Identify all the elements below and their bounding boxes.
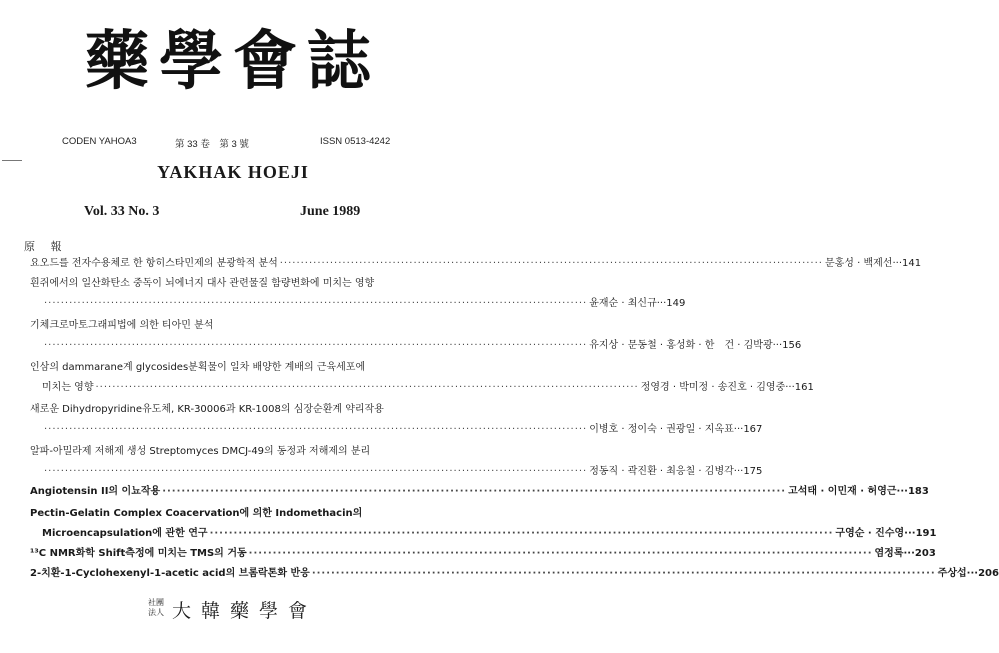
toc-authors: 정동직 · 곽진환 · 최응칠 · 김병각 xyxy=(589,466,734,477)
dot-leader xyxy=(44,424,587,435)
toc-page: 183 xyxy=(907,486,929,497)
toc-authors: 정영경 · 박미정 · 송진호 · 김영중 xyxy=(640,382,786,393)
toc-entry[interactable] xyxy=(30,504,442,522)
toc-title: Pectin-Gelatin Complex Coacervation에 의한 Indomethacin의 xyxy=(30,508,363,519)
toc-authors: 윤재순 · 최신규 xyxy=(589,298,657,309)
toc-entry-continued[interactable]: 미치는 영향 ····· 정영경 · 박미정 · 송진호 · 김영중 ··· 161 xyxy=(42,378,442,396)
toc-title: 인삼의 dammarane계 glycosides분획물이 일차 배양한 계배의 근육세포에 xyxy=(30,362,366,373)
dot-leader xyxy=(44,466,587,477)
toc-title: Angiotensin II의 이뇨작용 xyxy=(30,486,161,497)
publisher-footer xyxy=(0,596,466,626)
toc-entry-continued[interactable]: Microencapsulation에 관한 연구 ····· 구영순 · 진수영 ··· 191 xyxy=(42,524,442,542)
coden: CODEN YAHOA3 xyxy=(62,136,137,147)
toc-page: 161 xyxy=(794,382,814,393)
dot-leader xyxy=(162,486,786,497)
issue-date: June 1989 xyxy=(300,204,361,219)
dot-leader xyxy=(312,568,936,579)
toc-entry[interactable] xyxy=(30,400,442,418)
toc-authors: 염정록 xyxy=(874,548,904,559)
masthead-title: 藥學會誌 xyxy=(85,24,381,99)
toc-authors: 구영순 · 진수영 xyxy=(835,528,905,539)
toc-entry[interactable]: Angiotensin II의 이뇨작용 ····· 고석태 · 이민재 · 허영근 ··· 183 xyxy=(30,482,442,500)
toc-title: 2-치환-1-Cyclohexenyl-1-acetic acid의 브롬락톤화 반응 xyxy=(30,568,310,579)
toc-page: 141 xyxy=(902,258,922,269)
toc-authors: 이병호 · 정이숙 · 권광일 · 지옥표 xyxy=(589,424,734,435)
toc-entry-continued[interactable]: ····· 유지상 · 문동철 · 홍성화 · 한 건 · 김박광 ··· 156 xyxy=(42,336,442,354)
toc-page: 167 xyxy=(743,424,763,435)
toc-title: 새로운 Dihydropyridine유도체, KR-30006과 KR-1008의 심장순환계 약리작용 xyxy=(30,404,384,415)
dot-leader xyxy=(95,382,638,393)
margin-mark xyxy=(2,160,22,161)
journal-name: YAKHAK HOEJI xyxy=(157,162,309,182)
volume-issue-korean: 第 33 卷 第 3 號 xyxy=(175,139,249,150)
toc-page: 191 xyxy=(915,528,937,539)
toc-title: 요오드를 전자수용체로 한 항히스타민제의 분광학적 분석 xyxy=(30,258,278,269)
toc-title: 흰쥐에서의 일산화탄소 중독이 뇌에너지 대사 관련물질 함량변화에 미치는 영향 xyxy=(30,278,375,289)
corporate-status: 社團 法人 xyxy=(148,598,164,617)
toc-page: 206 xyxy=(978,568,999,579)
society-name: 大韓藥學會 xyxy=(172,600,318,622)
toc-authors: 유지상 · 문동철 · 홍성화 · 한 건 · 김박광 xyxy=(589,340,773,351)
dot-leader xyxy=(44,340,587,351)
dot-leader xyxy=(210,528,834,539)
toc-authors: 주상섭 xyxy=(937,568,967,579)
toc-entry[interactable]: ¹³C NMR화학 Shift측정에 미치는 TMS의 거동 ····· 염정록 ··· 203 xyxy=(30,544,442,562)
toc-title: 미치는 영향 xyxy=(42,382,94,393)
issn: ISSN 0513-4242 xyxy=(320,136,391,147)
toc-authors: 고석태 · 이민재 · 허영근 xyxy=(788,486,897,497)
toc-page: 175 xyxy=(743,466,763,477)
dot-leader xyxy=(249,548,873,559)
dot-leader xyxy=(280,258,823,269)
toc-title: 기체크로마토그래피법에 의한 티아민 분석 xyxy=(30,320,214,331)
dot-leader xyxy=(44,298,587,309)
toc-entry-continued[interactable]: ····· 윤재순 · 최신규 ··· 149 xyxy=(42,294,442,312)
toc-entry[interactable] xyxy=(30,254,922,272)
toc-entry[interactable] xyxy=(30,316,442,334)
toc-entry[interactable] xyxy=(30,274,442,292)
toc-entry[interactable] xyxy=(30,358,442,376)
toc-entry[interactable]: 2-치환-1-Cyclohexenyl-1-acetic acid의 브롬락톤화 반응 ····· 주상섭 ··· 206 xyxy=(30,564,442,582)
toc-page: 203 xyxy=(914,548,936,559)
toc-page: 149 xyxy=(666,298,686,309)
toc-title: Microencapsulation에 관한 연구 xyxy=(42,528,208,539)
toc-page: 156 xyxy=(782,340,802,351)
toc-entry-continued[interactable]: ····· 이병호 · 정이숙 · 권광일 · 지옥표 ··· 167 xyxy=(42,420,442,438)
issue-volume: Vol. 33 No. 3 xyxy=(84,204,160,219)
toc-title: 알파-아밀라제 저해제 생성 Streptomyces DMCJ-49의 동정과 저해제의 분리 xyxy=(30,446,371,457)
toc-title: ¹³C NMR화학 Shift측정에 미치는 TMS의 거동 xyxy=(30,548,247,559)
publication-meta xyxy=(0,136,466,152)
toc-authors: 문홍성 · 백제선 xyxy=(824,258,893,269)
section-label: 原 報 xyxy=(24,240,68,253)
toc-entry[interactable] xyxy=(30,442,442,460)
toc-entry-continued[interactable]: ····· 정동직 · 곽진환 · 최응칠 · 김병각 ··· 175 xyxy=(42,462,442,480)
toc-leader-dots: ··· xyxy=(892,258,903,269)
